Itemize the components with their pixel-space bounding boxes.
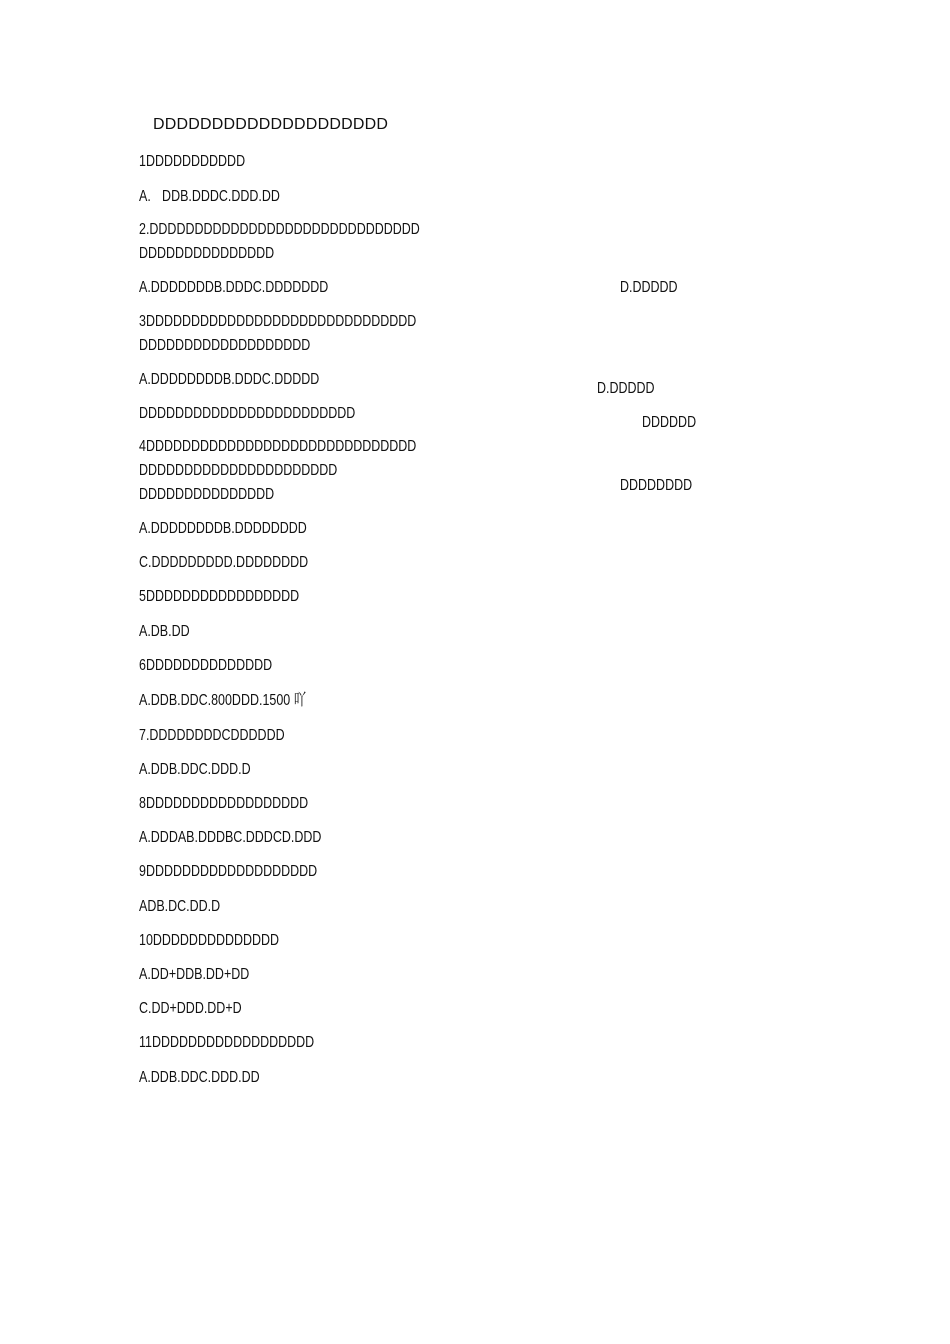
question-5-options: A.DB.DD (139, 623, 190, 640)
question-6: 6DDDDDDDDDDDDDD (139, 657, 273, 674)
question-3-note: DDDDDD (642, 414, 697, 431)
question-9-options: ADB.DC.DD.D (139, 898, 221, 915)
question-4-options-cd: C.DDDDDDDDD.DDDDDDDD (139, 554, 309, 571)
question-2: 2.DDDDDDDDDDDDDDDDDDDDDDDDDDDDDD DDDDDDDDDDDDDDD (139, 221, 420, 262)
question-5: 5DDDDDDDDDDDDDDDDD (139, 588, 300, 605)
question-10: 10DDDDDDDDDDDDDD (139, 932, 280, 949)
question-7: 7.DDDDDDDDCDDDDDD (139, 727, 285, 744)
question-4: 4DDDDDDDDDDDDDDDDDDDDDDDDDDDDDD DDDDDDDDDDDDDDDDDDDDDD DDDDDDDDDDDDDDD (139, 438, 417, 503)
question-6-options: A.DDB.DDC.800DDD.1500 吖 (139, 692, 307, 709)
question-2-options: A.DDDDDDDB.DDDC.DDDDDDD (139, 279, 329, 296)
question-2-option-d: D.DDDDD (620, 279, 678, 296)
question-8-options: A.DDDAB.DDDBC.DDDCD.DDD (139, 829, 322, 846)
question-11: 11DDDDDDDDDDDDDDDDDD (139, 1034, 315, 1051)
question-3-option-d: D.DDDDD (597, 380, 655, 397)
question-10-options-cd: C.DD+DDD.DD+D (139, 1000, 242, 1017)
question-1-options: A. DDB.DDDC.DDD.DD (139, 188, 280, 205)
question-7-options: A.DDB.DDC.DDD.D (139, 761, 251, 778)
question-3: 3DDDDDDDDDDDDDDDDDDDDDDDDDDDDDD DDDDDDDDDDDDDDDDDDD (139, 313, 417, 354)
question-10-options-ab: A.DD+DDB.DD+DD (139, 966, 250, 983)
question-3-options: A.DDDDDDDDB.DDDC.DDDDD (139, 371, 320, 388)
question-9: 9DDDDDDDDDDDDDDDDDDD (139, 863, 318, 880)
document-title: DDDDDDDDDDDDDDDDDDDD (153, 116, 389, 133)
question-8: 8DDDDDDDDDDDDDDDDDD (139, 795, 309, 812)
question-1: 1DDDDDDDDDDD (139, 153, 246, 170)
question-4-options-ab: A.DDDDDDDDB.DDDDDDDD (139, 520, 307, 537)
question-11-options: A.DDB.DDC.DDD.DD (139, 1069, 260, 1086)
question-4-note: DDDDDDDD (620, 477, 693, 494)
question-3-extra: DDDDDDDDDDDDDDDDDDDDDDDD (139, 405, 356, 422)
